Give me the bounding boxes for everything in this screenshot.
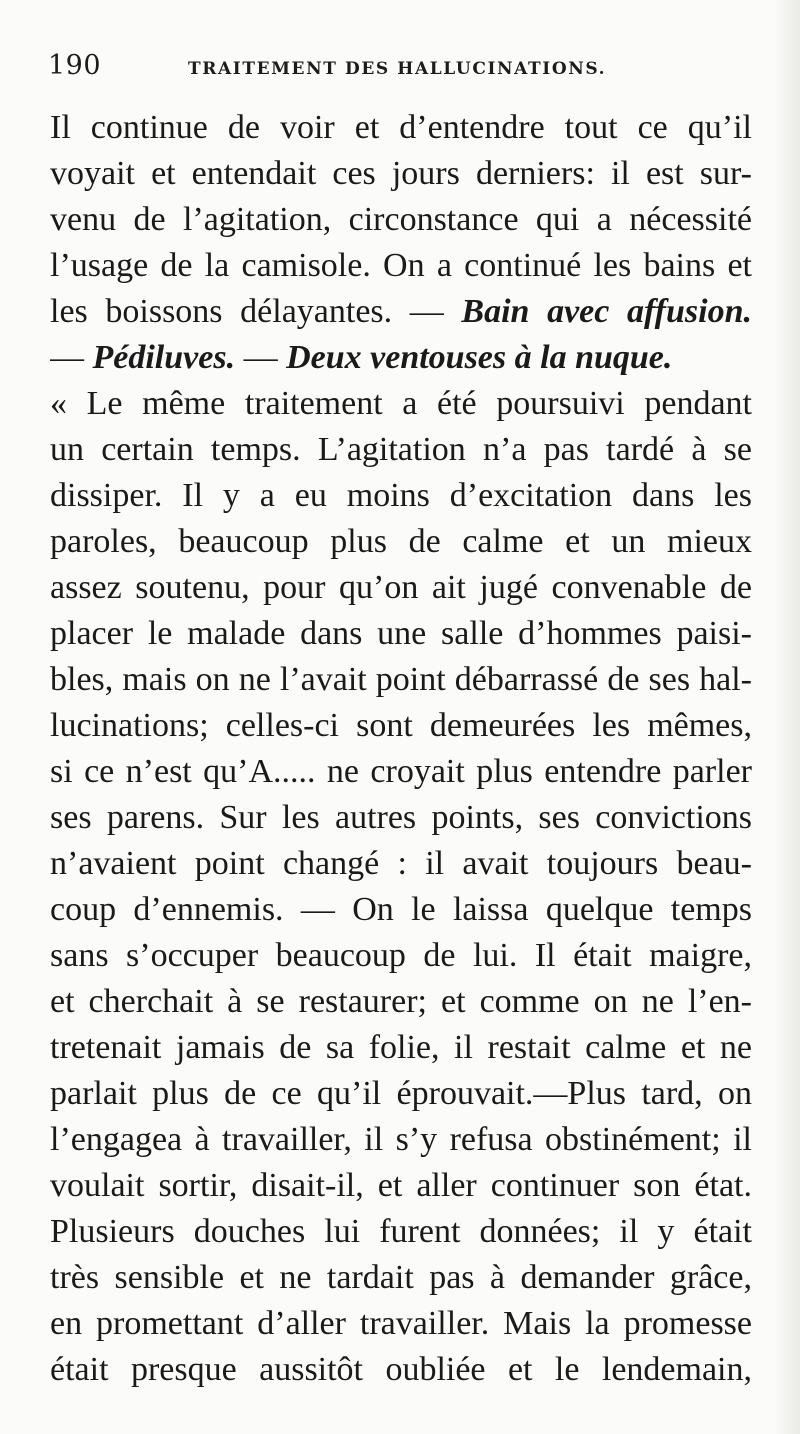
text-line: Plusieurs douches lui furent données; il y était <box>50 1213 752 1250</box>
text-line: bles, mais on ne l’avait point débarrassé de ses hal- <box>50 661 752 698</box>
text-line: un certain temps. L’agitation n’a pas tardé à se <box>50 431 752 468</box>
text-line: voulait sortir, disait-il, et aller continuer son état. <box>50 1167 752 1204</box>
text-line: dissiper. Il y a eu moins d’excitation dans les <box>50 477 752 514</box>
text-line: et cherchait à se restaurer; et comme on ne l’en- <box>50 983 752 1020</box>
text-run: — <box>50 339 84 376</box>
page-edge-shadow <box>774 0 800 1434</box>
text-line: lucinations; celles-ci sont demeurées les mêmes, <box>50 707 752 744</box>
italic-prescription: Pédiluves. <box>92 339 236 376</box>
text-line: l’usage de la camisole. On a continué les bains et <box>50 247 752 284</box>
italic-prescription: Bain avec affusion. <box>461 293 752 330</box>
text-line: n’avaient point changé : il avait toujours beau- <box>50 845 752 882</box>
page-number: 190 <box>48 50 102 81</box>
text-line: placer le malade dans une salle d’hommes paisi- <box>50 615 752 652</box>
text-line: très sensible et ne tardait pas à demander grâce, <box>50 1259 752 1296</box>
text-line: paroles, beaucoup plus de calme et un mieux <box>50 523 752 560</box>
body-text <box>50 105 752 1393</box>
running-head: TRAITEMENT DES HALLUCINATIONS. <box>188 59 607 79</box>
text-line: ses parens. Sur les autres points, ses convictions <box>50 799 752 836</box>
text-line: l’engagea à travailler, il s’y refusa obstinément; il <box>50 1121 752 1158</box>
text-line: était presque aussitôt oubliée et le lendemain, <box>50 1351 752 1388</box>
text-line: « Le même traitement a été poursuivi pendant <box>50 385 752 422</box>
text-line: parlait plus de ce qu’il éprouvait.—Plus tard, on <box>50 1075 752 1112</box>
text-line: coup d’ennemis. — On le laissa quelque temps <box>50 891 752 928</box>
text-line: en promettant d’aller travailler. Mais la promesse <box>50 1305 752 1342</box>
text-line: venu de l’agitation, circonstance qui a nécessité <box>50 201 752 238</box>
text-line: sans s’occuper beaucoup de lui. Il était maigre, <box>50 937 752 974</box>
text-line <box>50 335 752 381</box>
text-line <box>50 289 752 335</box>
text-line: tretenait jamais de sa folie, il restait calme et ne <box>50 1029 752 1066</box>
text-line: Il continue de voir et d’entendre tout ce qu’il <box>50 109 752 146</box>
text-line: voyait et entendait ces jours derniers: il est sur- <box>50 155 752 192</box>
text-run: les boissons délayantes. — <box>50 293 444 330</box>
text-line: assez soutenu, pour qu’on ait jugé convenable de <box>50 569 752 606</box>
text-run: — <box>243 339 278 376</box>
page-header <box>48 50 760 90</box>
text-line: si ce n’est qu’A..... ne croyait plus entendre parler <box>50 753 752 790</box>
italic-prescription: Deux ventouses à la nuque. <box>286 339 673 376</box>
